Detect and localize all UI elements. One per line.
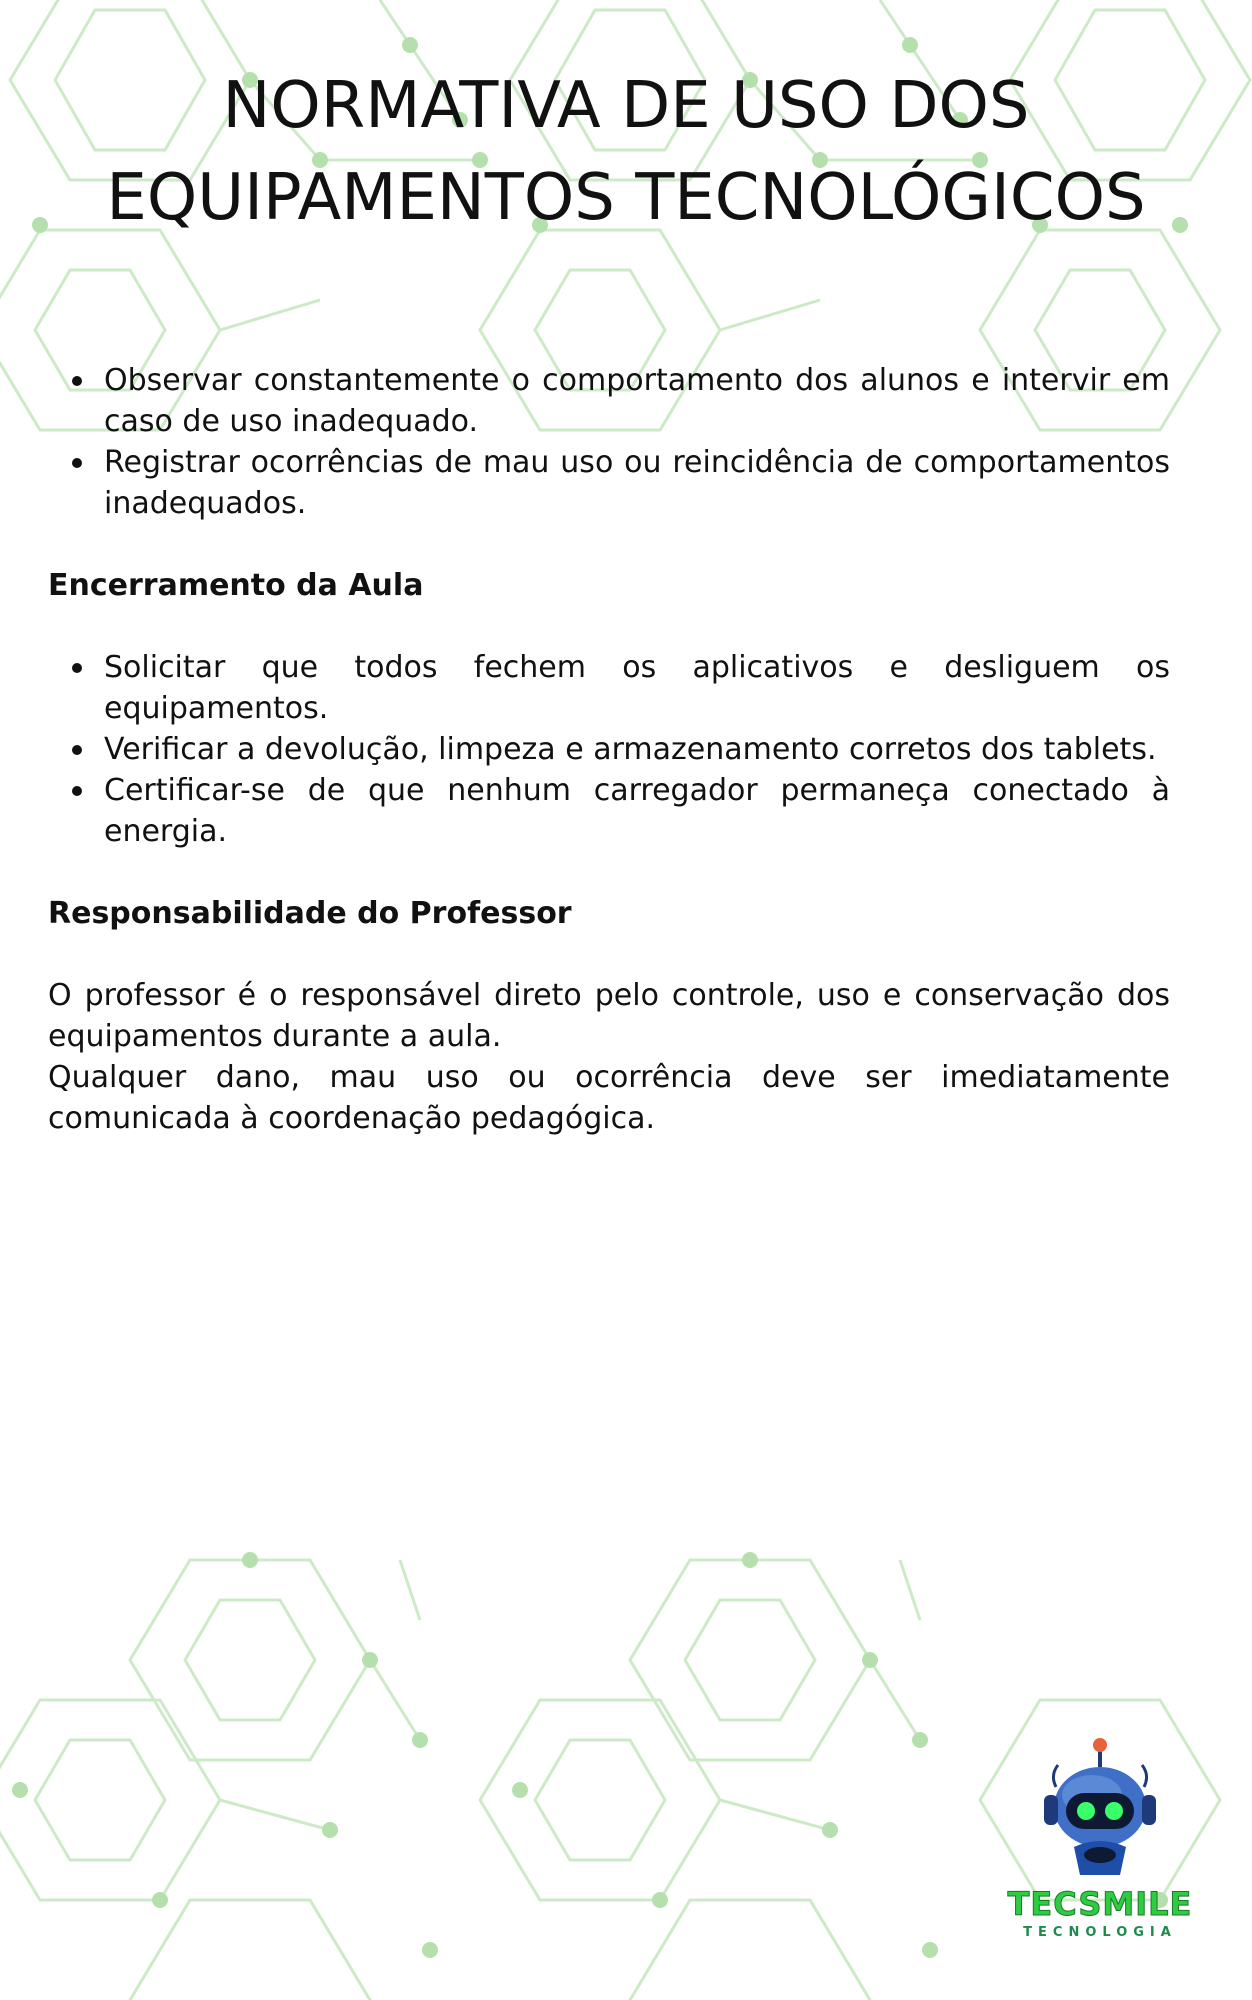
company-logo <box>1000 1735 1200 1945</box>
list-item: Solicitar que todos fechem os aplicativos e desliguem os equipamentos. <box>104 647 1170 729</box>
section-heading-closing: Encerramento da Aula <box>48 568 424 603</box>
robot-icon <box>1030 1735 1170 1880</box>
logo-subtitle: TECNOLOGIA <box>1023 1925 1177 1940</box>
document-body <box>48 360 1170 1139</box>
list-item: Registrar ocorrências de mau uso ou reincidência de comportamentos inadequados. <box>104 442 1170 524</box>
logo-name: TECSMILE <box>1007 1885 1193 1923</box>
list-item: Certificar-se de que nenhum carregador permaneça conectado à energia. <box>104 770 1170 852</box>
title-line-2: EQUIPAMENTOS TECNOLÓGICOS <box>106 161 1146 235</box>
responsibility-paragraph-2: Qualquer dano, mau uso ou ocorrência deve ser imediatamente comunicada à coordenação pedagógica. <box>48 1060 1170 1136</box>
closing-list <box>48 647 1170 852</box>
title-line-1: NORMATIVA DE USO DOS <box>222 69 1030 143</box>
list-item: Verificar a devolução, limpeza e armazenamento corretos dos tablets. <box>104 729 1170 770</box>
list-item: Observar constantemente o comportamento dos alunos e intervir em caso de uso inadequado. <box>104 360 1170 442</box>
responsibility-paragraph-1: O professor é o responsável direto pelo controle, uso e conservação dos equipamentos durante a aula. <box>48 978 1170 1054</box>
section-heading-responsibility: Responsabilidade do Professor <box>48 896 572 931</box>
document-title <box>0 60 1252 244</box>
monitoring-list <box>48 360 1170 524</box>
